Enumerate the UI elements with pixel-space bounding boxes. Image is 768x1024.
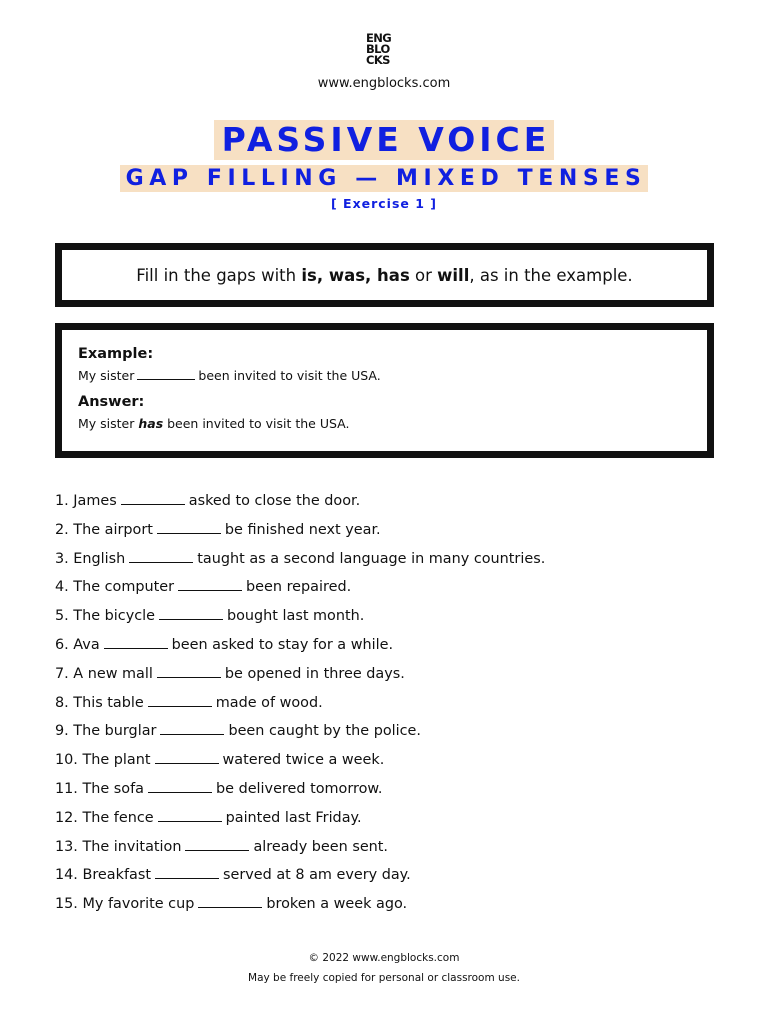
question-after: painted last Friday.	[225, 809, 362, 826]
answer-gap[interactable]	[155, 865, 219, 879]
question-item	[55, 606, 545, 635]
answer-gap[interactable]	[185, 837, 249, 851]
question-before: 14. Breakfast	[55, 867, 151, 884]
question-after: served at 8 am every day.	[222, 867, 411, 884]
answer-gap[interactable]	[155, 750, 219, 764]
question-before: 11. The sofa	[55, 780, 144, 797]
title-wrap	[0, 120, 768, 160]
answer-gap[interactable]	[178, 577, 242, 591]
answer-gap[interactable]	[159, 606, 223, 620]
question-after: be delivered tomorrow.	[216, 780, 383, 797]
answer-heading: Answer:	[78, 394, 145, 410]
instruction-box	[55, 243, 714, 307]
answer-gap[interactable]	[129, 549, 193, 563]
question-before: 15. My favorite cup	[55, 896, 195, 913]
question-after: been repaired.	[246, 579, 352, 596]
question-after: taught as a second language in many countries.	[197, 550, 546, 567]
footer-copyright: © 2022 www.engblocks.com	[308, 952, 460, 964]
question-before: 1. James	[55, 493, 117, 509]
question-item	[55, 750, 545, 779]
logo-line-3: CKS	[366, 53, 390, 67]
question-item	[55, 779, 545, 808]
example-sentence	[78, 368, 707, 384]
question-item	[55, 721, 545, 750]
question-item	[55, 837, 545, 866]
instruction-bold-last: will	[437, 265, 470, 285]
question-item	[55, 693, 545, 722]
question-before: 12. The fence	[55, 809, 154, 826]
question-item	[55, 894, 545, 923]
footer-license: May be freely copied for personal or classroom use.	[248, 972, 520, 984]
example-after: been invited to visit the USA.	[198, 368, 381, 383]
question-list	[55, 491, 545, 923]
example-before: My sister	[78, 368, 135, 383]
question-after: be opened in three days.	[224, 665, 405, 682]
question-after: made of wood.	[215, 694, 323, 711]
question-item	[55, 808, 545, 837]
example-box	[55, 323, 714, 458]
question-after: asked to close the door.	[188, 493, 361, 509]
answer-word: has	[138, 416, 164, 431]
question-before: 3. English	[55, 550, 126, 567]
instruction-suffix: , as in the example.	[469, 265, 633, 285]
question-item	[55, 664, 545, 693]
question-item	[55, 520, 545, 549]
answer-sentence	[78, 416, 707, 432]
engblocks-logo	[366, 33, 402, 66]
question-before: 7. A new mall	[55, 665, 153, 682]
question-item	[55, 635, 545, 664]
question-item	[55, 577, 545, 606]
instruction-bold-words: is, was, has	[301, 265, 410, 285]
answer-gap[interactable]	[148, 693, 212, 707]
subtitle-wrap	[0, 165, 768, 192]
logo-line-2: BLO	[366, 42, 390, 56]
logo-line-1: ENG	[366, 31, 392, 45]
question-item	[55, 865, 545, 894]
question-after: been caught by the police.	[228, 723, 421, 740]
question-after: bought last month.	[226, 608, 365, 625]
question-after: broken a week ago.	[266, 896, 408, 913]
answer-gap[interactable]	[121, 491, 185, 505]
instruction-prefix: Fill in the gaps with	[136, 265, 302, 285]
answer-gap[interactable]	[148, 779, 212, 793]
site-url[interactable]: www.engblocks.com	[317, 76, 451, 91]
answer-before: My sister	[78, 416, 139, 431]
instruction-text	[136, 266, 632, 285]
question-after: be finished next year.	[224, 521, 381, 538]
answer-gap[interactable]	[160, 721, 224, 735]
question-before: 8. This table	[55, 694, 144, 711]
question-before: 9. The burglar	[55, 723, 157, 740]
question-item	[55, 491, 545, 520]
question-after: already been sent.	[253, 838, 389, 855]
question-after: been asked to stay for a while.	[171, 636, 394, 653]
question-before: 13. The invitation	[55, 838, 182, 855]
answer-gap[interactable]	[158, 808, 222, 822]
answer-gap[interactable]	[157, 520, 221, 534]
question-before: 2. The airport	[55, 521, 153, 538]
example-gap	[137, 368, 195, 380]
question-before: 10. The plant	[55, 752, 151, 769]
exercise-label: [ Exercise 1 ]	[330, 196, 438, 211]
page-subtitle: GAP FILLING — MIXED TENSES	[120, 165, 649, 192]
question-item	[55, 549, 545, 578]
question-after: watered twice a week.	[222, 752, 385, 769]
answer-gap[interactable]	[104, 635, 168, 649]
answer-gap[interactable]	[157, 664, 221, 678]
answer-gap[interactable]	[198, 894, 262, 908]
instruction-middle: or	[409, 265, 438, 285]
example-heading: Example:	[78, 346, 154, 362]
page-title: PASSIVE VOICE	[214, 120, 555, 160]
answer-after: been invited to visit the USA.	[163, 416, 350, 431]
question-before: 5. The bicycle	[55, 608, 155, 625]
question-before: 4. The computer	[55, 579, 175, 596]
question-before: 6. Ava	[55, 636, 100, 653]
